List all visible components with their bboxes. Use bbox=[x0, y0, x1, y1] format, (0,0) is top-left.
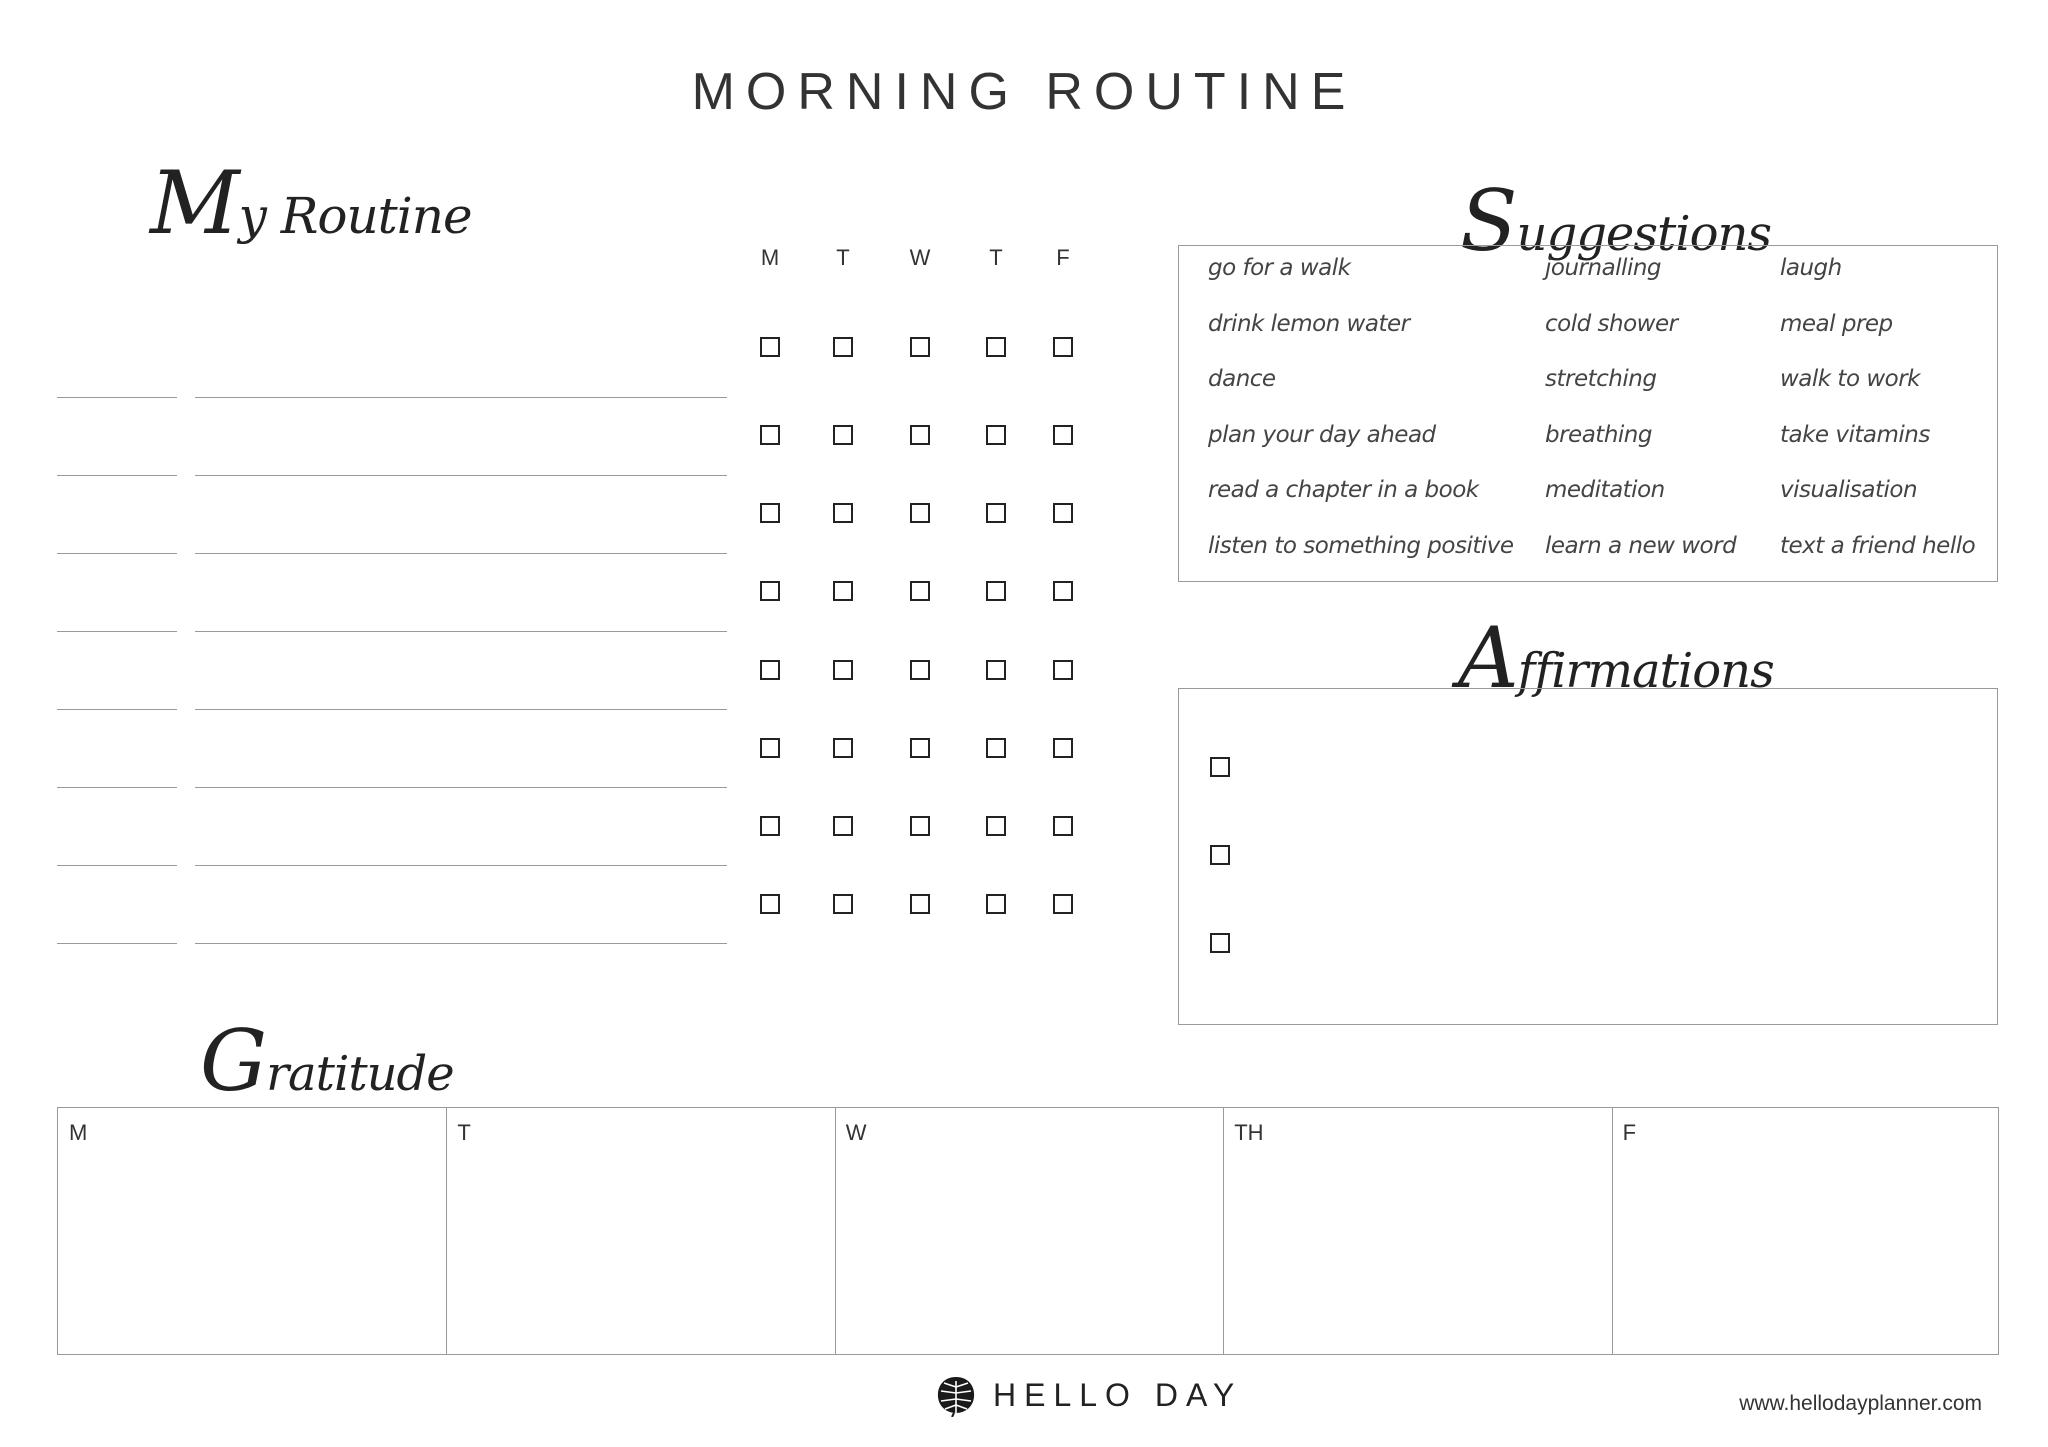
gratitude-day-label: W bbox=[845, 1120, 867, 1145]
gratitude-day-label: F bbox=[1622, 1120, 1637, 1145]
suggestion-item: meditation bbox=[1545, 477, 1665, 503]
footer-url[interactable]: www.hellodayplanner.com bbox=[1739, 1392, 1982, 1415]
routine-day-header: W bbox=[909, 245, 931, 270]
page-title: MORNING ROUTINE bbox=[691, 63, 1357, 121]
gratitude-day-label: M bbox=[69, 1120, 88, 1145]
gratitude-day-label: T bbox=[457, 1120, 471, 1145]
gratitude-entry-cell[interactable] bbox=[1226, 1150, 1604, 1350]
suggestion-item: visualisation bbox=[1780, 477, 1918, 503]
suggestion-item: go for a walk bbox=[1208, 255, 1351, 281]
suggestion-item: cold shower bbox=[1545, 310, 1678, 337]
heading-rest: ffirmations bbox=[1517, 643, 1774, 699]
suggestion-item: listen to something positive bbox=[1208, 532, 1514, 559]
heading-rest: ratitude bbox=[266, 1046, 454, 1102]
monstera-leaf-icon bbox=[935, 1373, 977, 1417]
suggestion-item: dance bbox=[1208, 366, 1276, 392]
suggestion-item: journalling bbox=[1545, 255, 1662, 281]
suggestion-item: plan your day ahead bbox=[1208, 421, 1436, 448]
gratitude-entry-cell[interactable] bbox=[1615, 1150, 1993, 1350]
suggestion-item: stretching bbox=[1545, 366, 1657, 392]
suggestion-item: take vitamins bbox=[1780, 421, 1930, 448]
routine-day-header: F bbox=[1056, 245, 1070, 270]
routine-day-header: T bbox=[989, 245, 1003, 270]
gratitude-day-label: TH bbox=[1234, 1120, 1264, 1145]
heading-rest: uggestions bbox=[1516, 206, 1772, 262]
suggestion-item: read a chapter in a book bbox=[1208, 477, 1479, 503]
suggestion-item: breathing bbox=[1545, 421, 1652, 448]
gratitude-entry-cell[interactable] bbox=[61, 1150, 439, 1350]
suggestion-item: learn a new word bbox=[1545, 532, 1737, 559]
suggestion-item: laugh bbox=[1780, 255, 1842, 281]
heading-initial: A bbox=[1458, 609, 1518, 707]
heading-initial: G bbox=[200, 1012, 267, 1110]
gratitude-entry-cell[interactable] bbox=[449, 1150, 827, 1350]
routine-day-header: T bbox=[836, 245, 850, 270]
gratitude-entry-cell[interactable] bbox=[838, 1150, 1216, 1350]
heading-initial: S bbox=[1460, 172, 1517, 270]
heading-rest: y Routine bbox=[238, 187, 472, 245]
brand-name: HELLO DAY bbox=[993, 1376, 1243, 1413]
suggestion-item: walk to work bbox=[1780, 366, 1920, 392]
suggestion-item: meal prep bbox=[1780, 310, 1893, 337]
suggestion-item: drink lemon water bbox=[1208, 310, 1410, 337]
suggestion-item: text a friend hello bbox=[1780, 532, 1976, 559]
routine-day-header: M bbox=[760, 245, 780, 270]
footer-brand bbox=[935, 1370, 1242, 1420]
heading-initial: M bbox=[150, 152, 239, 254]
